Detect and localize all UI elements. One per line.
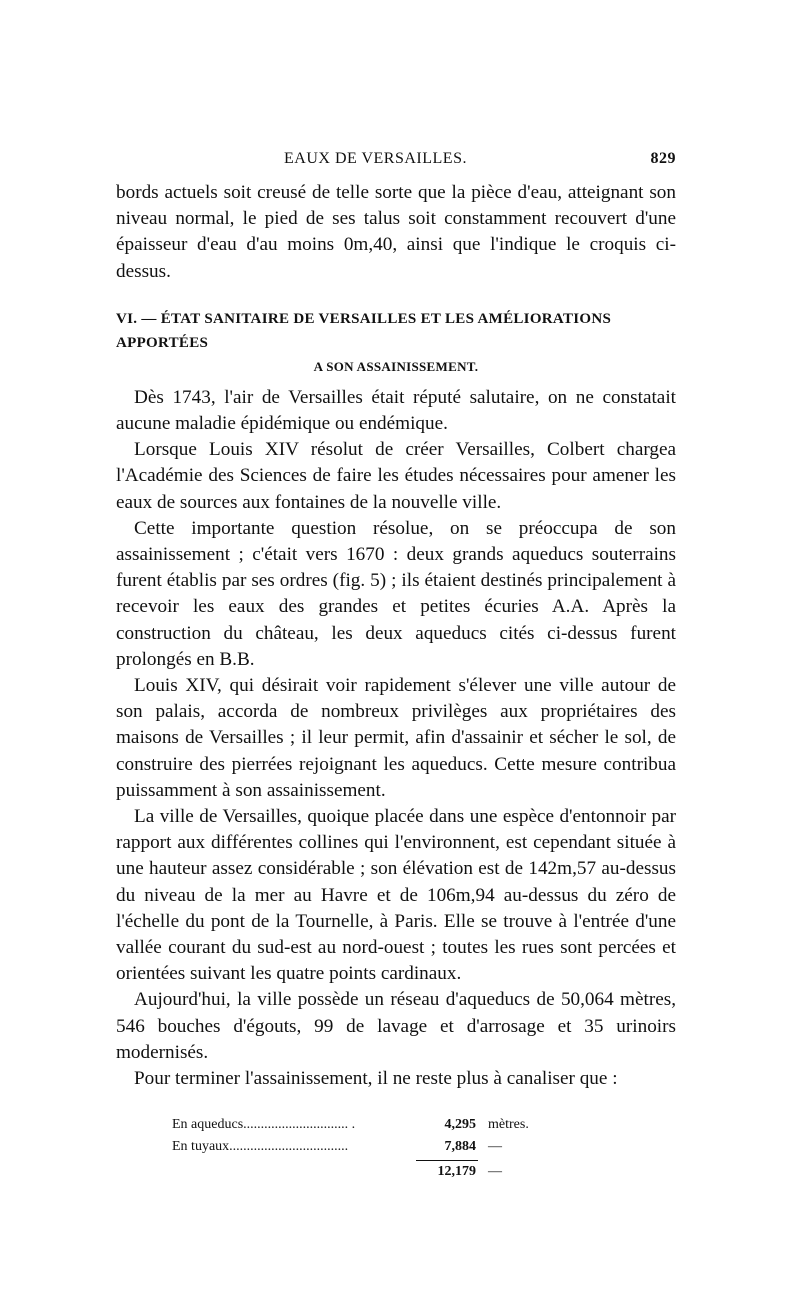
totals-value: 4,295 [444, 1117, 476, 1133]
page-header [116, 150, 676, 180]
paragraph: La ville de Versailles, quoique placée dans une espèce d'entonnoir par rapport aux différentes collines qui l'environnent, est cependant située à une hauteur assez considérable ; son élévation est de 142m,57 au-dessus du niveau de la mer au Havre et de 106m,94 au-dessus du zéro de l'échelle du pont de la Tournelle, à Paris. Elle se trouve à l'entrée d'une vallée courant du sud-est au nord-ouest ; toutes les rues sont percées et orientées suivant les quatre points cardinaux. [116, 806, 676, 985]
paragraph: Cette importante question résolue, on se préoccupa de son assainissement ; c'était vers 1670 : deux grands aqueducs souterrains furent établis par ses ordres (fig. 5) ; ils étaient destinés principalement à recevoir les eaux des grandes et petites écuries A.A. Après la construction du château, les deux aqueducs cités ci-dessus furent prolongés en B.B. [116, 517, 676, 670]
totals-table [172, 1114, 612, 1183]
totals-row [172, 1136, 612, 1158]
page [116, 150, 676, 1183]
paragraph: Dès 1743, l'air de Versailles était réputé salutaire, on ne constatait aucune maladie épidémique ou endémique. [116, 386, 676, 435]
totals-unit: mètres. [488, 1117, 529, 1133]
paragraph: Lorsque Louis XIV résolut de créer Versailles, Colbert chargea l'Académie des Sciences de faire les études nécessaires pour amener les eaux de sources aux fontaines de la nouvelle ville. [116, 439, 676, 513]
totals-sum-row [172, 1161, 612, 1183]
totals-sum-value: 12,179 [437, 1164, 476, 1180]
running-title: EAUX DE VERSAILLES. [284, 150, 467, 167]
totals-value: 7,884 [444, 1139, 476, 1155]
paragraph: Louis XIV, qui désirait voir rapidement s'élever une ville autour de son palais, accorda de nombreux privilèges aux propriétaires des maisons de Versailles ; il leur permit, afin d'assainir et sécher le sol, de construire des pierrées rejoignant les aqueducs. Cette mesure contribua puissamment à son assainissement. [116, 675, 676, 801]
totals-label: En aqueducs.............................. . [172, 1117, 356, 1133]
section-heading-line: A SON ASSAINISSEMENT. [313, 358, 479, 374]
section-heading-line: VI. — ÉTAT SANITAIRE DE VERSAILLES ET LES AMÉLIORATIONS APPORTÉES [116, 310, 612, 351]
totals-label: En tuyaux.................................. [172, 1139, 349, 1155]
body-text [116, 180, 676, 1092]
paragraph: bords actuels soit creusé de telle sorte que la pièce d'eau, atteignant son niveau normal, le pied de ses talus soit constamment recouvert d'une épaisseur d'eau d'au moins 0m,40, ainsi que l'indique le croquis ci-dessus. [116, 182, 676, 282]
section-heading [116, 307, 676, 379]
paragraph: Pour terminer l'assainissement, il ne reste plus à canaliser que : [134, 1068, 618, 1090]
paragraph: Aujourd'hui, la ville possède un réseau d'aqueducs de 50,064 mètres, 546 bouches d'égouts, 99 de lavage et d'arrosage et 35 urinoirs modernisés. [116, 989, 676, 1063]
totals-row [172, 1114, 612, 1136]
totals-sum-unit: — [488, 1164, 502, 1180]
page-number: 829 [650, 150, 676, 167]
totals-unit: — [488, 1139, 502, 1155]
